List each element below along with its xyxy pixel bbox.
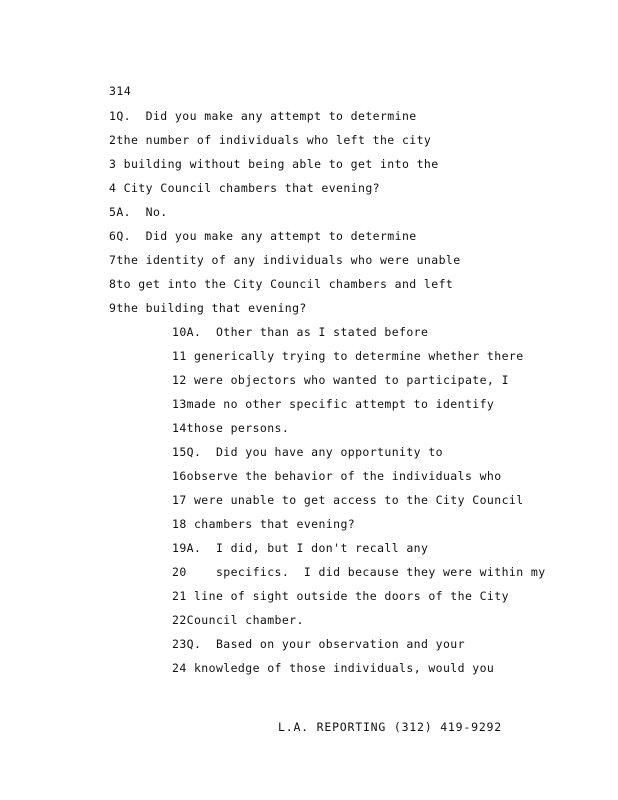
line-text: knowledge of those individuals, would you	[193, 661, 495, 675]
line-text: those persons.	[186, 421, 290, 435]
line-number: 18	[172, 517, 187, 531]
line-text: chambers that evening?	[193, 517, 356, 531]
transcript-line	[0, 348, 618, 372]
line-number: 24	[172, 661, 187, 675]
line-text: the building that evening?	[116, 301, 307, 315]
transcript-line	[0, 612, 618, 636]
line-number: 21	[172, 589, 187, 603]
transcript-line	[0, 516, 618, 540]
transcript-line	[0, 372, 618, 396]
transcript-line	[0, 660, 618, 684]
line-number: 5	[109, 205, 117, 219]
line-text: Q. Did you make any attempt to determine	[116, 229, 417, 243]
line-number: 1	[109, 109, 117, 123]
transcript-line	[0, 636, 618, 660]
line-number: 9	[109, 301, 117, 315]
line-text: A. Other than as I stated before	[186, 325, 429, 339]
line-number: 7	[109, 253, 117, 267]
transcript-line	[0, 540, 618, 564]
transcript-line	[0, 108, 618, 132]
line-number: 17	[172, 493, 187, 507]
line-text: the number of individuals who left the city	[116, 133, 432, 147]
line-text: generically trying to determine whether there	[193, 349, 524, 363]
line-number: 14	[172, 421, 187, 435]
line-number: 12	[172, 373, 187, 387]
line-text: the identity of any individuals who were unable	[116, 253, 461, 267]
transcript-line	[0, 276, 618, 300]
line-number: 4	[109, 181, 117, 195]
line-text: specifics. I did because they were within my	[215, 565, 546, 579]
line-text: to get into the City Council chambers and left	[116, 277, 454, 291]
transcript-line	[0, 444, 618, 468]
transcript-line	[0, 324, 618, 348]
transcript-line	[0, 588, 618, 612]
line-text: building without being able to get into the	[123, 157, 439, 171]
line-text: made no other specific attempt to identify	[186, 397, 495, 411]
transcript-line	[0, 492, 618, 516]
page-number: 314	[109, 84, 132, 98]
line-text: Q. Based on your observation and your	[186, 637, 465, 651]
line-number: 8	[109, 277, 117, 291]
line-number: 19	[172, 541, 187, 555]
line-text: were unable to get access to the City Council	[193, 493, 524, 507]
transcript-line	[0, 468, 618, 492]
line-text: Q. Did you make any attempt to determine	[116, 109, 417, 123]
line-number: 13	[172, 397, 187, 411]
line-text: City Council chambers that evening?	[123, 181, 380, 195]
transcript-line	[0, 228, 618, 252]
line-text: Q. Did you have any opportunity to	[186, 445, 443, 459]
line-text: observe the behavior of the individuals who	[186, 469, 502, 483]
transcript-line	[0, 252, 618, 276]
line-text: Council chamber.	[186, 613, 304, 627]
line-number: 6	[109, 229, 117, 243]
line-number: 23	[172, 637, 187, 651]
transcript-line	[0, 420, 618, 444]
transcript-line	[0, 132, 618, 156]
line-text: A. I did, but I don't recall any	[186, 541, 429, 555]
transcript-line	[0, 156, 618, 180]
line-number: 10	[172, 325, 187, 339]
line-text: line of sight outside the doors of the City	[193, 589, 509, 603]
line-number: 15	[172, 445, 187, 459]
transcript-line	[0, 204, 618, 228]
reporter-footer: L.A. REPORTING (312) 419-9292	[278, 720, 502, 734]
line-number: 22	[172, 613, 187, 627]
transcript-line	[0, 300, 618, 324]
transcript-line	[0, 180, 618, 204]
line-number: 3	[109, 157, 117, 171]
transcript-line	[0, 564, 618, 588]
line-number: 11	[172, 349, 187, 363]
line-text: were objectors who wanted to participate, I	[193, 373, 509, 387]
line-number: 20	[172, 565, 187, 579]
line-text: A. No.	[116, 205, 168, 219]
line-number: 16	[172, 469, 187, 483]
transcript-lines	[0, 108, 618, 684]
transcript-line	[0, 396, 618, 420]
line-number: 2	[109, 133, 117, 147]
